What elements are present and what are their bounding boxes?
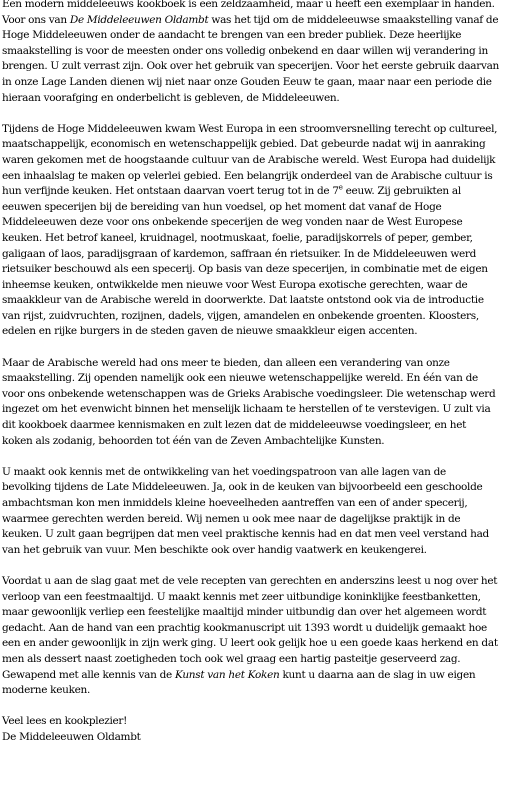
paragraph-line: eeuwen specerijen bij de bereiding van hun voedsel, op het moment dat vanaf de Hoge	[2, 200, 442, 213]
paragraph-line: Gewapend met alle kennis van de Kunst van het Koken kunt u daarna aan de slag in uw eigen	[2, 668, 476, 681]
paragraph-line: een inhaalslag te maken op velerlei gebied. Een belangrijk onderdeel van de Arabische cultuur is	[2, 169, 493, 182]
paragraph-line: voor ons onbekende wetenschappen was de Grieks Arabische voedingsleer. Die wetenschap werd	[2, 387, 496, 400]
paragraph-line: Een modern middeleeuws kookboek is een zeldzaamheid, maar u heeft een exemplaar in handen.	[2, 0, 495, 10]
paragraph-line: Voordat u aan de slag gaat met de vele recepten van gerechten en anderszins leest u nog over het	[2, 574, 498, 587]
paragraph-line: Tijdens de Hoge Middeleeuwen kwam West Europa in een stroomversnelling terecht op cultureel,	[2, 122, 498, 135]
paragraph-line: een en ander gewoonlijk in zijn werk ging. U leert ook gelijk hoe u een goede kaas herkend en dat	[2, 637, 498, 650]
paragraph-line: edelen en rijke burgers in de steden gaven de nieuwe smaakkleur eigen accenten.	[2, 325, 418, 338]
paragraph-line: bevolking tijdens de Late Middeleeuwen. Ja, ook in de keuken van bijvoorbeeld een geschoolde	[2, 481, 483, 494]
paragraph-line: maatschappelijk, economisch en wetenschappelijk gebied. Dat gebeurde nadat wij in aanraking	[2, 138, 486, 151]
paragraph-line: hun verfijnde keuken. Het ontstaan daarvan voert terug tot in de 7e eeuw. Zij gebruikten al	[2, 183, 461, 198]
paragraph-2	[2, 122, 503, 340]
closing-signoff: De Middeleeuwen Oldambt	[2, 730, 141, 743]
closing-greeting: Veel lees en kookplezier!	[2, 715, 128, 728]
paragraph-line: van het gebruik van vuur. Men beschikte ook over handig vaatwerk en keukengerei.	[2, 543, 427, 556]
paragraph-line: men als dessert naast zoetigheden toch ook wel graag een hartig pasteitje geserveerd zag.	[2, 652, 461, 665]
paragraph-line: smaakstelling. Zij openden namelijk ook een nieuwe wetenschappelijke wereld. En één van de	[2, 372, 478, 385]
paragraph-line: Maar de Arabische wereld had ons meer te bieden, dan alleen een verandering van onze	[2, 356, 450, 369]
paragraph-line: ingezet om het evenwicht binnen het menselijk lichaam te herstellen of te verstevigen. U zult via	[2, 403, 491, 416]
paragraph-line: maar gewoonlijk verliep een feestelijke maaltijd minder uitbundig dan over het algemeen wordt	[2, 606, 487, 619]
paragraph-line: koken als zodanig, behoorden tot één van de Zeven Ambachtelijke Kunsten.	[2, 434, 385, 447]
paragraph-line: in onze Lage Landen dienen wij niet naar onze Gouden Eeuw te gaan, maar naar een periode die	[2, 75, 492, 88]
paragraph-line: dit kookboek daarmee kennismaken en zult lezen dat de middeleeuwse voedingsleer, en het	[2, 419, 467, 432]
paragraph-line: Middeleeuwen deze voor ons onbekende specerijen de weg vonden naar de West Europese	[2, 216, 463, 229]
paragraph-line: inheemse keuken, ontwikkelde men nieuwe voor West Europa exotische gerechten, waar de	[2, 278, 468, 291]
paragraph-line: smaakstelling is voor de meesten onder ons volledig onbekend en daar willen wij verandering in	[2, 44, 488, 57]
paragraph-line: waren gekomen met de hoogstaande cultuur van de Arabische wereld. West Europa had duidelijk	[2, 153, 496, 166]
closing-signature	[2, 714, 503, 745]
paragraph-4	[2, 465, 503, 559]
paragraph-5	[2, 574, 503, 699]
paragraph-line: keuken. Het betrof kaneel, kruidnagel, nootmuskaat, foelie, paradijskorrels of peper, gember,	[2, 231, 473, 244]
paragraph-line: Hoge Middeleeuwen onder de aandacht te brengen van een breder publiek. Deze heerlijke	[2, 29, 462, 42]
paragraph-line: brengen. U zult verrast zijn. Ook over het gebruik van specerijen. Voor het eerste gebruik daarvan	[2, 60, 500, 73]
paragraph-line: moderne keuken.	[2, 684, 91, 697]
paragraph-line: ambachtsman kon men inmiddels kleine hoeveelheden aantreffen van een of ander specerij,	[2, 497, 468, 509]
paragraph-3	[2, 356, 503, 450]
paragraph-line: waarmee gerechten werden bereid. Wij nemen u ook mee naar de dagelijkse praktijk in de	[2, 512, 461, 525]
paragraph-line: hieraan voorafging en onderbelicht is gebleven, de Middeleeuwen.	[2, 91, 340, 104]
paragraph-line: keuken. U zult gaan begrijpen dat men veel praktische kennis had en dat men veel verstand had	[2, 528, 489, 541]
paragraph-line: gedacht. Aan de hand van een prachtig kookmanuscript uit 1393 wordt u duidelijk gemaakt hoe	[2, 621, 487, 634]
paragraph-line: van rijst, zuidvruchten, rozijnen, dadels, vijgen, amandelen en onbekende groenten. Kloosters,	[2, 309, 479, 322]
paragraph-line: rietsuiker beschouwd als een specerij. Op basis van deze specerijen, in combinatie met de eigen	[2, 263, 488, 276]
paragraph-1	[2, 0, 503, 106]
paragraph-line: U maakt ook kennis met de ontwikkeling van het voedingspatroon van alle lagen van de	[2, 465, 446, 478]
paragraph-line: verloop van een feestmaaltijd. U maakt kennis met zeer uitbundige koninklijke feestbanketten,	[2, 590, 481, 603]
paragraph-line: Voor ons van De Middeleeuwen Oldambt was het tijd om de middeleeuwse smaakstelling vanaf de	[2, 13, 499, 26]
paragraph-line: galigaan of laos, paradijsgraan of kardemon, saffraan én rietsuiker. In de Middeleeuwen werd	[2, 247, 477, 260]
paragraph-line: smaakkleur van de Arabische wereld in doorwerkte. Dat laatste ontstond ook via de introductie	[2, 294, 484, 307]
